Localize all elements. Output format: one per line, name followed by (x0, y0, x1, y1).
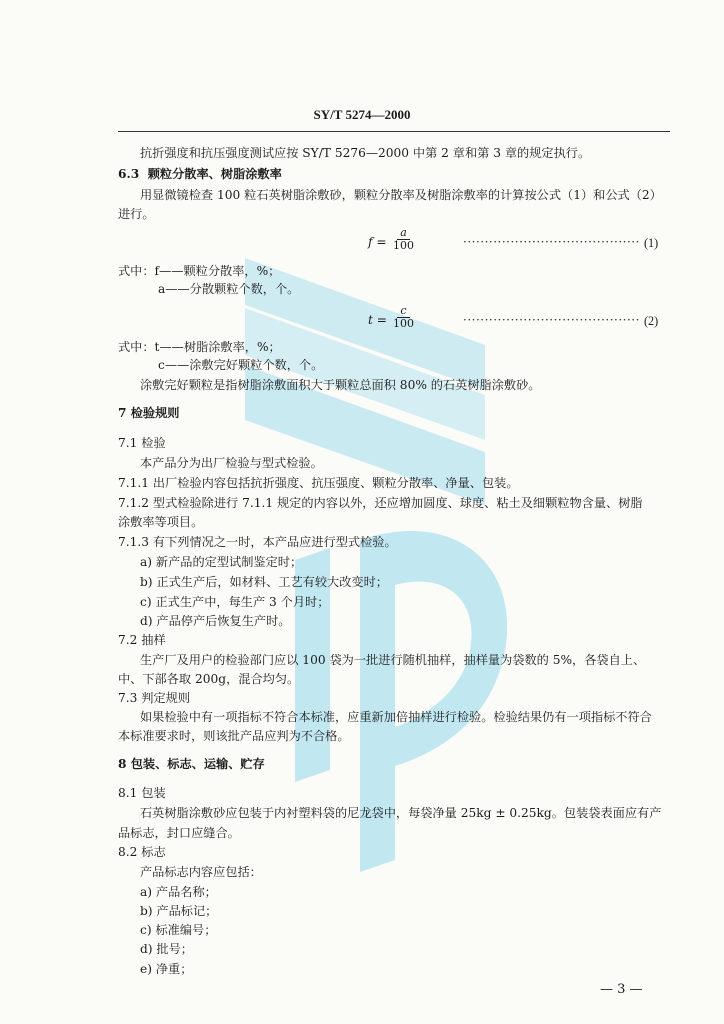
subsection-heading: 7.1 检验 (118, 436, 166, 450)
text-line: 7.1.1 出厂检验内容包括抗折强度、抗压强度、颗粒分散率、净量、包装。 (118, 476, 519, 490)
fraction-denominator: 100 (393, 239, 414, 252)
text-line: 式中：f——颗粒分散率，%； (118, 264, 281, 278)
section-number: 6.3 (118, 167, 140, 181)
text-line: 中、下部各取 200g，混合均匀。 (118, 672, 300, 686)
text-line: 品标志，封口应缝合。 (118, 826, 240, 840)
text-line: 产品标志内容应包括： (140, 865, 262, 879)
text-line: 7.1.3 有下列情况之一时，本产品应进行型式检验。 (118, 535, 397, 549)
leader-dots: ········································· (463, 235, 640, 249)
list-item: c) 正式生产中，每生产 3 个月时； (140, 595, 330, 609)
text-line: 石英树脂涂敷砂应包装于内衬塑料袋的尼龙袋中，每袋净量 25kg ± 0.25kg。包装袋表面应有产 (140, 806, 662, 820)
text-line: 涂敷率等项目。 (118, 515, 204, 529)
equation-fraction (390, 227, 417, 252)
list-item: d) 批号； (140, 942, 193, 956)
text-line: a——分散颗粒个数，个。 (158, 282, 300, 296)
equation-number: (1) (644, 236, 659, 250)
leader-dots: ········································· (463, 313, 640, 327)
list-item: a) 产品名称； (140, 885, 217, 899)
header-rule (118, 131, 670, 132)
list-item: a) 新产品的定型试制鉴定时； (140, 555, 303, 569)
text-line: 如果检验中有一项指标不符合本标准，应重新加倍抽样进行检验。检验结果仍有一项指标不符合 (140, 710, 652, 724)
text-line: 7.1.2 型式检验除进行 7.1.1 规定的内容以外，还应增加圆度、球度、粘土及细颗粒物含量、树脂 (118, 496, 643, 510)
list-item: b) 产品标记； (140, 904, 218, 918)
text-line: 本标准要求时，则该批产品应判为不合格。 (118, 729, 350, 743)
text-line: c——涂敷完好颗粒个数，个。 (158, 358, 324, 372)
list-item: b) 正式生产后，如材料、工艺有较大改变时； (140, 575, 388, 589)
section-heading (118, 166, 282, 182)
subsection-heading: 7.3 判定规则 (118, 691, 191, 705)
subsection-heading: 7.2 抽样 (118, 633, 166, 647)
fraction-denominator: 100 (393, 317, 414, 330)
text-line: 生产厂及用户的检验部门应以 100 袋为一批进行随机抽样，抽样量为袋数的 5%，各袋自上、 (140, 653, 646, 667)
standard-code-header: SY/T 5274—2000 (313, 107, 411, 122)
subsection-heading: 8.2 标志 (118, 845, 166, 859)
equation-lhs: f = (368, 235, 387, 249)
text-line: 式中：t——树脂涂敷率，%； (118, 340, 281, 354)
equation-number: (2) (644, 314, 659, 328)
text-line: 用显微镜检查 100 粒石英树脂涂敷砂，颗粒分散率及树脂涂敷率的计算按公式（1）和公式（2） (140, 188, 662, 202)
list-item: d) 产品停产后恢复生产时。 (140, 614, 291, 628)
fraction-numerator: c (397, 305, 409, 318)
text-line: 本产品分为出厂检验与型式检验。 (140, 456, 323, 470)
subsection-heading: 8.1 包装 (118, 786, 166, 800)
list-item: e) 净重； (140, 962, 193, 976)
section-heading: 8 包装、标志、运输、贮存 (118, 757, 265, 771)
section-title: 颗粒分散率、树脂涂敷率 (147, 167, 282, 181)
text-line: 进行。 (118, 207, 155, 221)
text-line: 抗折强度和抗压强度测试应按 SY/T 5276—2000 中第 2 章和第 3 章的规定执行。 (140, 146, 591, 160)
section-heading: 7 检验规则 (118, 406, 180, 420)
page-number: — 3 — (600, 982, 643, 997)
text-line: 涂敷完好颗粒是指树脂涂敷面积大于颗粒总面积 80% 的石英树脂涂敷砂。 (140, 378, 541, 392)
equation-lhs: t = (368, 313, 387, 327)
list-item: c) 标准编号； (140, 923, 217, 937)
fraction-numerator: a (397, 227, 410, 240)
equation-fraction (390, 305, 417, 330)
